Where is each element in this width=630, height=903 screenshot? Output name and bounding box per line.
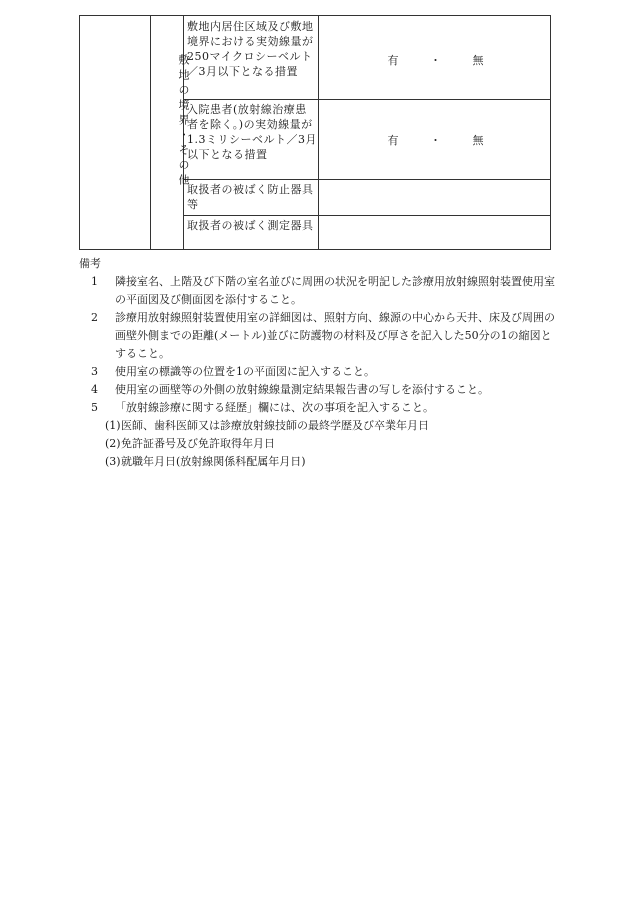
subitem-number: (3) bbox=[105, 455, 121, 468]
remark-item bbox=[79, 363, 559, 381]
yes-no-choice bbox=[320, 52, 552, 68]
remark-text: 使用室の画壁等の外側の放射線線量測定結果報告書の写しを添付すること。 bbox=[115, 383, 489, 396]
remark-subitem bbox=[79, 453, 559, 471]
remark-subitem bbox=[79, 417, 559, 435]
yes-no-choice bbox=[320, 132, 552, 148]
remarks-heading: 備考 bbox=[79, 257, 101, 270]
remark-number: 3 bbox=[91, 365, 98, 378]
remark-number: 1 bbox=[91, 275, 98, 288]
row-label: 取扱者の被ばく測定器具 bbox=[187, 219, 314, 232]
row-label: 入院患者(放射線治療患者を除く。)の実効線量が1.3ミリシーベルト／3月以下となる措置 bbox=[187, 103, 317, 161]
subitem-number: (1) bbox=[105, 419, 121, 432]
row-label: 敷地内居住区域及び敷地境界における実効線量が250マイクロシーベルト／3月以下となる措置 bbox=[187, 20, 314, 78]
separator-dot: ・ bbox=[430, 54, 442, 67]
subitem-number: (2) bbox=[105, 437, 121, 450]
remark-text: 診療用放射線照射装置使用室の詳細図は、照射方向、線源の中心から天井、床及び周囲の画壁外側までの距離(メートル)並びに防護物の材料及び厚さを記入した50分の1の縮図とすること。 bbox=[115, 311, 555, 360]
remark-text: 「放射線診療に関する経歴」欄には、次の事項を記入すること。 bbox=[115, 401, 434, 414]
facility-table bbox=[79, 15, 551, 250]
row-divider bbox=[183, 215, 550, 216]
yes-option: 有 bbox=[387, 134, 400, 147]
row-label: 取扱者の被ばく防止器具等 bbox=[187, 183, 314, 211]
remark-item bbox=[79, 381, 559, 399]
remark-subitem bbox=[79, 435, 559, 453]
yes-option: 有 bbox=[387, 54, 400, 67]
remarks-section bbox=[79, 255, 559, 471]
remark-item bbox=[79, 309, 559, 363]
row-divider bbox=[183, 99, 550, 100]
row-divider bbox=[183, 179, 550, 180]
no-option: 無 bbox=[472, 134, 485, 147]
no-option: 無 bbox=[472, 54, 485, 67]
remark-item bbox=[79, 273, 559, 309]
remark-text: 隣接室名、上階及び下階の室名並びに周囲の状況を明記した診療用放射線照射装置使用室の平面図及び側面図を添付すること。 bbox=[115, 275, 555, 306]
subitem-text: 就職年月日(放射線関係科配属年月日) bbox=[121, 455, 306, 468]
remark-item bbox=[79, 399, 559, 417]
subitem-text: 免許証番号及び免許取得年月日 bbox=[121, 437, 275, 450]
remark-number: 4 bbox=[91, 383, 98, 396]
separator-dot: ・ bbox=[430, 134, 442, 147]
remark-number: 2 bbox=[91, 311, 98, 324]
subitem-text: 医師、歯科医師又は診療放射線技師の最終学歴及び卒業年月日 bbox=[121, 419, 429, 432]
category-label: 敷地の境界・その他 bbox=[177, 54, 190, 189]
remark-number: 5 bbox=[91, 401, 98, 414]
remark-text: 使用室の標識等の位置を1の平面図に記入すること。 bbox=[115, 365, 375, 378]
column-divider bbox=[150, 16, 151, 249]
